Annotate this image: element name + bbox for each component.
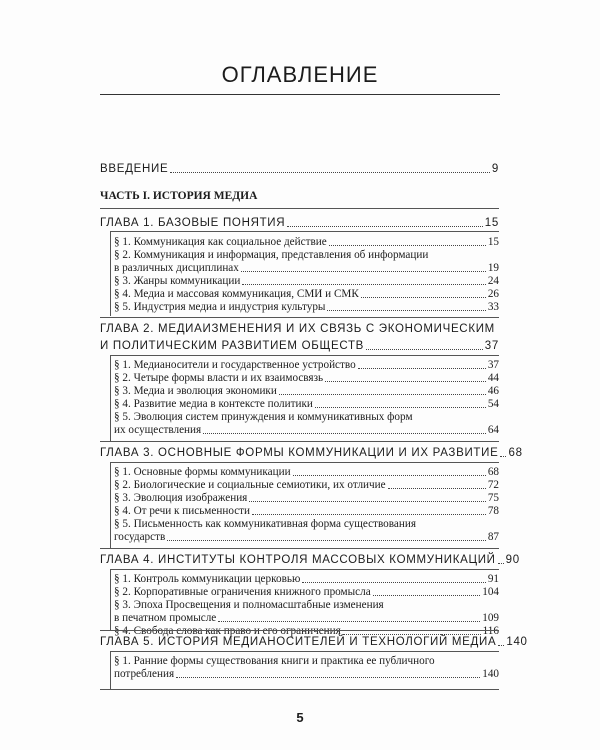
chapter-rule: [110, 569, 499, 570]
entry-label: государств: [114, 531, 166, 543]
entry-label: § 4. Свобода слова как право и его ограничения: [114, 625, 341, 637]
dot-leader: [293, 475, 486, 476]
entry-page: 64: [487, 424, 499, 436]
entry-label: их осуществления: [114, 424, 202, 436]
toc-entry-chapter-1[interactable]: [100, 217, 499, 230]
chapter-rule: [110, 462, 499, 463]
chapter-rule: [100, 548, 499, 549]
toc-entry-intro[interactable]: [100, 163, 499, 176]
section-bracket: [110, 569, 111, 630]
dot-leader: [241, 271, 486, 272]
toc-entry-2-2[interactable]: [114, 372, 499, 385]
entry-page: 140: [506, 636, 528, 648]
chapter-rule: [110, 651, 499, 652]
entry-page: 19: [487, 262, 499, 274]
section-bracket: [110, 462, 111, 549]
toc-entry-1-4[interactable]: [114, 288, 499, 301]
entry-label: § 2. Корпоративные ограничения книжного промысла: [114, 586, 371, 598]
dot-leader: [343, 634, 481, 635]
entry-label: ГЛАВА 3. ОСНОВНЫЕ ФОРМЫ КОММУНИКАЦИИ И ИХ РАЗВИТИЕ: [100, 447, 499, 459]
dot-leader: [500, 456, 506, 457]
toc-entry-3-4[interactable]: [114, 505, 499, 518]
toc-entry-2-5[interactable]: [114, 424, 499, 437]
dot-leader: [315, 407, 486, 408]
entry-page: 37: [484, 340, 499, 352]
entry-page: 116: [482, 625, 499, 637]
toc-entry-2-3[interactable]: [114, 385, 499, 398]
dot-leader: [287, 226, 483, 227]
toc-entry-4-1[interactable]: [114, 573, 499, 586]
dot-leader: [302, 582, 485, 583]
entry-page: 37: [487, 359, 499, 371]
dot-leader: [388, 488, 486, 489]
entry-page: 26: [487, 288, 499, 300]
chapter-rule: [100, 689, 499, 690]
toc-entry-chapter-5[interactable]: [100, 636, 528, 649]
entry-label: ГЛАВА 1. БАЗОВЫЕ ПОНЯТИЯ: [100, 217, 286, 229]
toc-entry-chapter-2[interactable]: [100, 340, 499, 353]
toc-entry-3-1[interactable]: [114, 466, 499, 479]
chapter-rule: [100, 630, 499, 631]
toc-entry-5-1[interactable]: [114, 668, 499, 681]
entry-page: 140: [482, 668, 499, 680]
entry-label: § 4. От речи к письменности: [114, 505, 251, 517]
dot-leader: [203, 433, 486, 434]
entry-page: 87: [487, 531, 499, 543]
section-bracket: [110, 651, 111, 689]
entry-page: 15: [484, 217, 499, 229]
entry-label: § 5. Индустрия медиа и индустрия культуры: [114, 301, 326, 313]
section-bracket: [110, 231, 111, 316]
entry-label: § 4. Развитие медиа в контексте политики: [114, 398, 313, 410]
dot-leader: [327, 310, 485, 311]
toc-entry-4-3-line1: § 3. Эпоха Просвещения и полномасштабные изменения: [114, 599, 384, 611]
toc-entry-chapter-3[interactable]: [100, 447, 523, 460]
entry-label: § 1. Контроль коммуникации церковью: [114, 573, 301, 585]
entry-page: 9: [491, 163, 499, 175]
toc-entry-1-3[interactable]: [114, 275, 499, 288]
toc-entry-2-1[interactable]: [114, 359, 499, 372]
entry-label: § 4. Медиа и массовая коммуникация, СМИ и СМК: [114, 288, 359, 300]
entry-label: в печатном промысле: [114, 612, 217, 624]
toc-entry-1-2-line1: § 2. Коммуникация и информация, представления об информации: [114, 249, 429, 261]
part-rule: [100, 208, 499, 209]
entry-page: 91: [487, 573, 499, 585]
dot-leader: [252, 514, 486, 515]
entry-label: ГЛАВА 5. ИСТОРИЯ МЕДИАНОСИТЕЛЕЙ И ТЕХНОЛОГИЙ МЕДИА: [100, 636, 497, 648]
entry-page: 75: [487, 492, 499, 504]
dot-leader: [279, 394, 486, 395]
dot-leader: [329, 245, 486, 246]
section-bracket: [110, 355, 111, 442]
toc-entry-2-4[interactable]: [114, 398, 499, 411]
entry-label: § 1. Основные формы коммуникации: [114, 466, 291, 478]
page-number: 5: [296, 710, 304, 725]
toc-entry-5-1-line1: § 1. Ранние формы существования книги и практика ее публичного: [114, 655, 435, 667]
entry-page: 109: [482, 612, 499, 624]
entry-label: в различных дисциплинах: [114, 262, 239, 274]
toc-entry-chapter-4[interactable]: [100, 554, 520, 567]
dot-leader: [358, 368, 486, 369]
entry-label: § 3. Медиа и эволюция экономики: [114, 385, 277, 397]
entry-page: 24: [487, 275, 499, 287]
entry-page: 104: [482, 586, 499, 598]
dot-leader: [167, 540, 486, 541]
toc-entry-1-2[interactable]: [114, 262, 499, 275]
entry-page: 44: [487, 372, 499, 384]
dot-leader: [176, 677, 480, 678]
entry-label: ГЛАВА 4. ИНСТИТУТЫ КОНТРОЛЯ МАССОВЫХ КОММУНИКАЦИЙ: [100, 554, 496, 566]
entry-page: 15: [487, 236, 499, 248]
entry-label: ВВЕДЕНИЕ: [100, 163, 169, 175]
dot-leader: [361, 297, 486, 298]
entry-page: 46: [487, 385, 499, 397]
dot-leader: [249, 501, 485, 502]
dot-leader: [325, 381, 486, 382]
toc-title: ОГЛАВЛЕНИЕ: [221, 62, 379, 87]
dot-leader: [498, 645, 504, 646]
dot-leader: [242, 284, 485, 285]
entry-page: 68: [508, 447, 523, 459]
chapter-rule: [110, 355, 499, 356]
toc-entry-4-2[interactable]: [114, 586, 499, 599]
entry-label: потребления: [114, 668, 175, 680]
toc-entry-3-5-line1: § 5. Письменность как коммуникативная форма существования: [114, 518, 416, 530]
toc-entry-chapter-2-line1: ГЛАВА 2. МЕДИАИЗМЕНЕНИЯ И ИХ СВЯЗЬ С ЭКОНОМИЧЕСКИМ: [100, 323, 495, 335]
entry-page: 90: [505, 554, 520, 566]
entry-page: 33: [487, 301, 499, 313]
dot-leader: [170, 172, 490, 173]
toc-entry-2-5-line1: § 5. Эволюция систем принуждения и коммуникативных форм: [114, 411, 413, 423]
entry-page: 78: [487, 505, 499, 517]
entry-label: И ПОЛИТИЧЕСКИМ РАЗВИТИЕМ ОБЩЕСТВ: [100, 340, 365, 352]
dot-leader: [218, 621, 480, 622]
entry-page: 72: [487, 479, 499, 491]
entry-page: 54: [487, 398, 499, 410]
toc-entry-3-2[interactable]: [114, 479, 499, 492]
entry-label: § 1. Коммуникация как социальное действие: [114, 236, 327, 248]
chapter-rule: [100, 441, 499, 442]
chapter-rule: [110, 231, 499, 232]
toc-entry-3-3[interactable]: [114, 492, 499, 505]
toc-entry-1-5[interactable]: [114, 301, 499, 314]
entry-label: § 1. Медианосители и государственное устройство: [114, 359, 356, 371]
entry-label: § 3. Эволюция изображения: [114, 492, 248, 504]
dot-leader: [498, 563, 504, 564]
dot-leader: [366, 349, 483, 350]
part-heading: ЧАСТЬ I. ИСТОРИЯ МЕДИА: [100, 190, 258, 202]
chapter-rule: [100, 317, 499, 318]
toc-entry-4-3[interactable]: [114, 612, 499, 625]
toc-entry-1-1[interactable]: [114, 236, 499, 249]
toc-entry-3-5[interactable]: [114, 531, 499, 544]
entry-page: 68: [487, 466, 499, 478]
title-rule: [100, 94, 500, 95]
entry-label: § 2. Четыре формы власти и их взаимосвязь: [114, 372, 324, 384]
dot-leader: [373, 595, 481, 596]
entry-label: § 3. Жанры коммуникации: [114, 275, 241, 287]
entry-label: § 2. Биологические и социальные семиотики, их отличие: [114, 479, 386, 491]
